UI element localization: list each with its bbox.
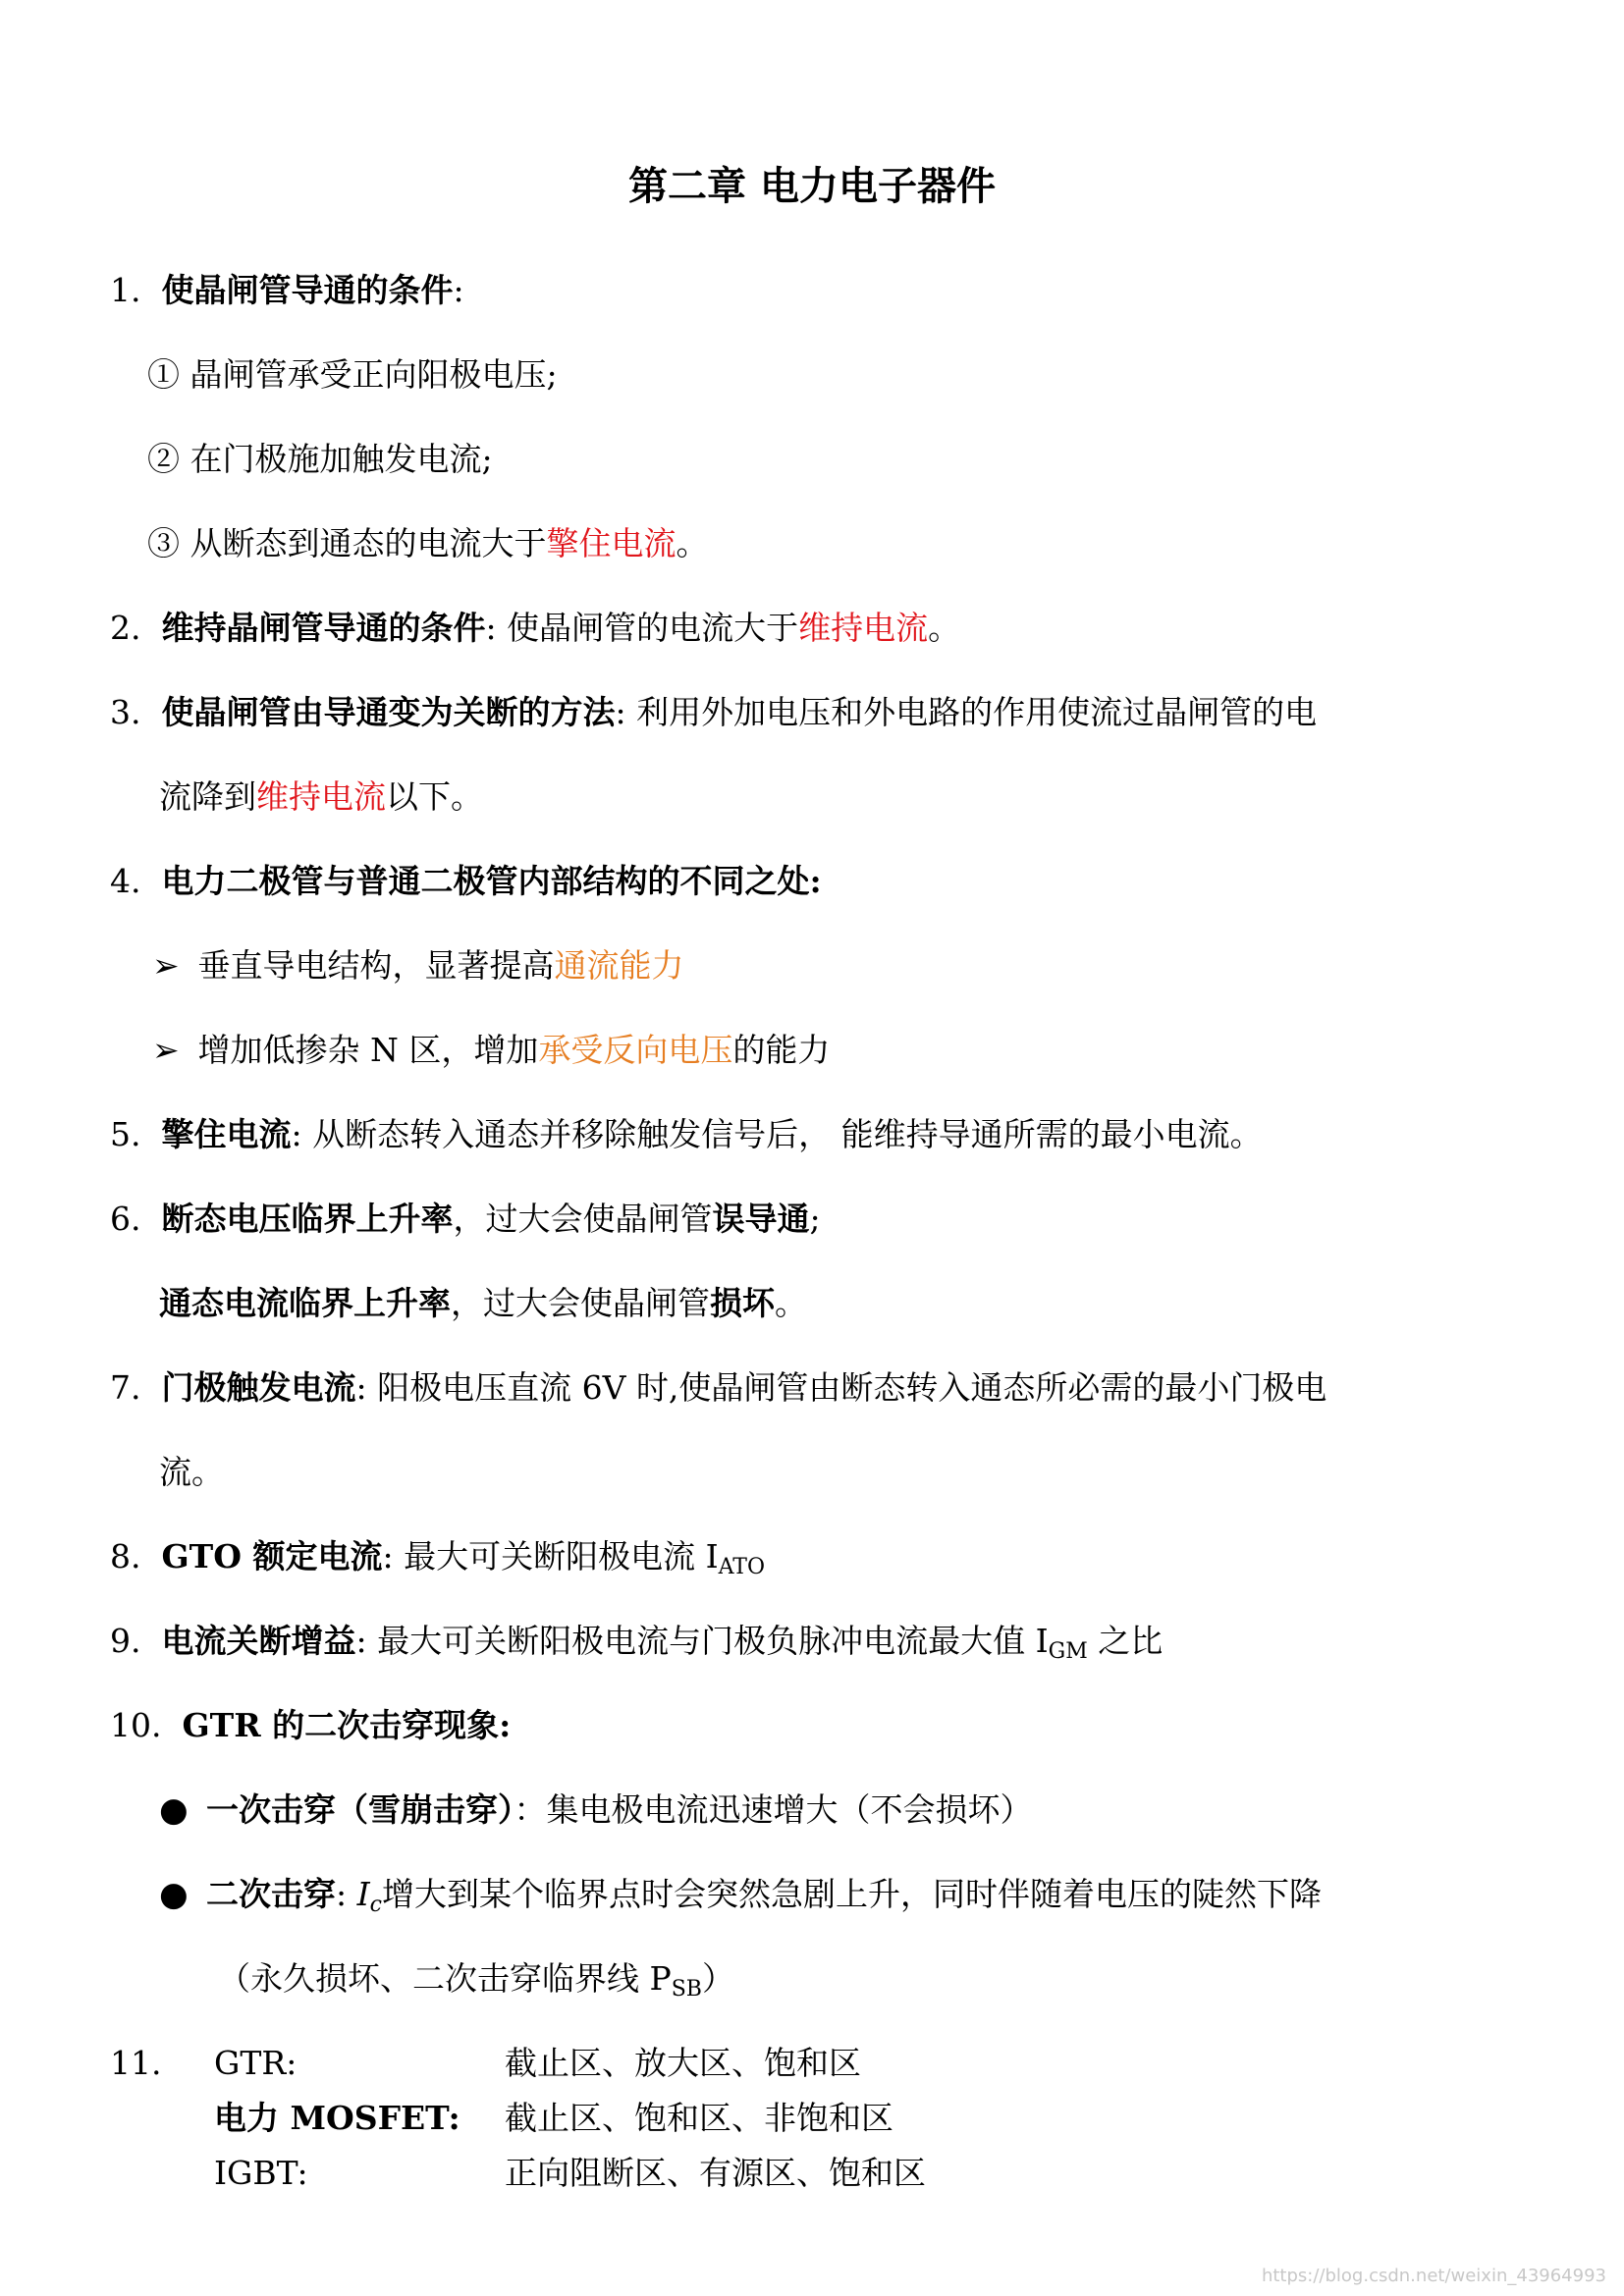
item-1: 1. 使晶闸管导通的条件: [110,271,464,309]
arrow-bullet-icon: ➢ [152,1031,180,1069]
item-11-row-1-device: GTR: [214,2044,298,2082]
item-8: 8. GTO 额定电流: 最大可关断阳极电流 $I_{ATO}$ [110,1537,766,1579]
chapter-title: 第二章 电力电子器件 [628,164,996,209]
item-6-line-2: 通态电流临界上升率，过大会使晶闸管损坏。 [159,1284,807,1322]
item-2: 2. 维持晶闸管导通的条件: 使晶闸管的电流大于维持电流。 [110,609,961,647]
item-11-row-1-regions: 截止区、放大区、饱和区 [505,2044,861,2082]
item-4-bullet-2: ➢ 增加低掺杂 N 区，增加承受反向电压的能力 [152,1031,831,1069]
item-9: 9. 电流关断增益: 最大可关断阳极电流与门极负脉冲电流最大值 $I_{GM}$ 之比 [110,1622,1164,1664]
item-4: 4. 电力二极管与普通二极管内部结构的不同之处: [110,862,822,900]
arrow-bullet-icon: ➢ [152,946,180,985]
round-bullet-icon: ● [159,1875,189,1914]
item-1-sub-2: ② 在门极施加触发电流; [147,440,493,478]
item-10-bullet-2: ● 二次击穿: $I_c$增大到某个临界点时会突然急剧上升，同时伴随着电压的陡然下降 [159,1875,1322,1917]
item-4-bullet-1: ➢ 垂直导电结构，显著提高通流能力 [152,946,684,985]
item-10: 10. GTR 的二次击穿现象: [110,1706,512,1744]
item-10-bullet-2-line-2: （永久损坏、二次击穿临界线 $P_{SB}$） [218,1959,734,2002]
item-11-number: 11. [110,2044,162,2082]
item-7: 7. 门极触发电流: 阳极电压直流 6V 时,使晶闸管由断态转入通态所必需的最小门极电 [110,1368,1327,1407]
item-11-row-2-regions: 截止区、饱和区、非饱和区 [505,2099,893,2137]
item-3-line-2: 流降到维持电流以下。 [159,777,483,816]
item-11-row-3-device: IGBT: [214,2154,308,2192]
item-3: 3. 使晶闸管由导通变为关断的方法: 利用外加电压和外电路的作用使流过晶闸管的电 [110,693,1318,731]
item-1-sub-1: ① 晶闸管承受正向阳极电压; [147,355,558,394]
item-10-bullet-1: ● 一次击穿（雪崩击穿）：集电极电流迅速增大（不会损坏） [159,1790,1033,1830]
item-11-row-2-device: 电力 MOSFET: [214,2099,460,2137]
watermark: https://blog.csdn.net/weixin_43964993 [1261,2266,1606,2286]
round-bullet-icon: ● [159,1790,189,1830]
item-1-sub-3: ③ 从断态到通态的电流大于擎住电流。 [147,524,709,562]
item-6: 6. 断态电压临界上升率，过大会使晶闸管误导通; [110,1200,821,1238]
item-7-line-2: 流。 [159,1453,224,1491]
item-11-row-3-regions: 正向阻断区、有源区、饱和区 [505,2154,926,2192]
item-5: 5. 擎住电流: 从断态转入通态并移除触发信号后， 能维持导通所需的最小电流。 [110,1115,1263,1153]
